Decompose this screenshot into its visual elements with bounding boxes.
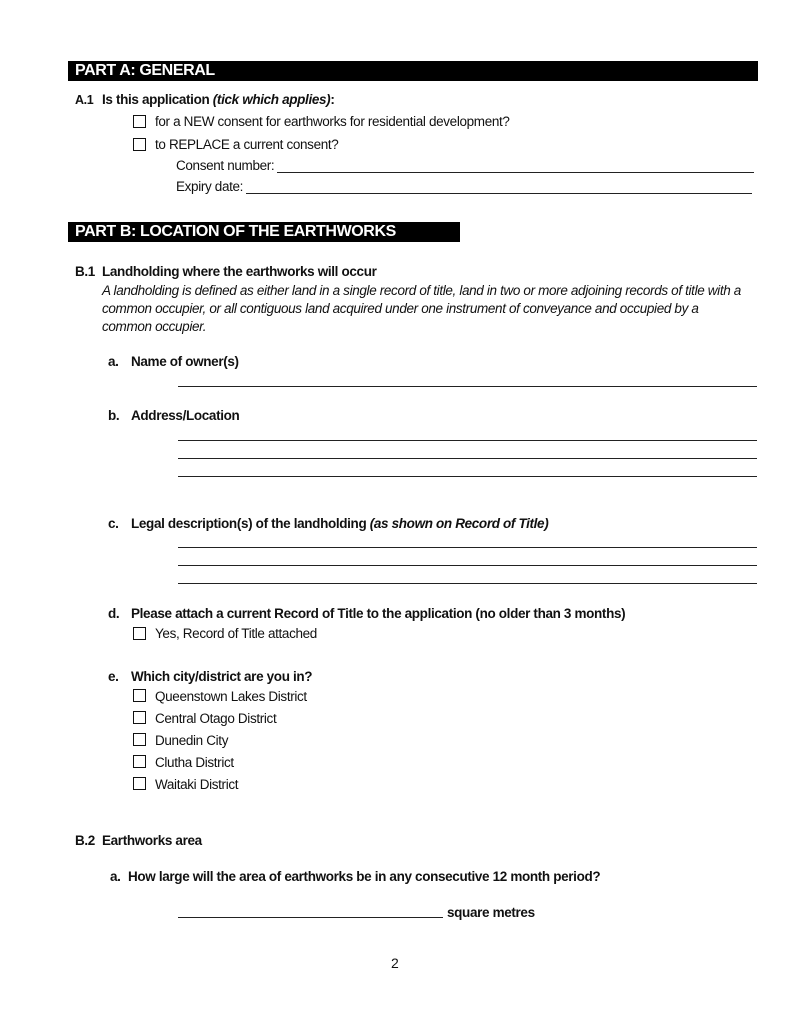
a1-number: A.1	[75, 93, 94, 107]
a1-colon: :	[330, 92, 335, 107]
b1a-letter: a.	[108, 354, 119, 369]
b2a-letter: a.	[110, 869, 121, 884]
earthworks-area-field[interactable]	[178, 917, 443, 918]
b1e-letter: e.	[108, 669, 119, 684]
district-checkbox-waitaki[interactable]	[133, 777, 146, 790]
b1-number: B.1	[75, 264, 95, 279]
part-a-heading: PART A: GENERAL	[68, 61, 758, 81]
record-of-title-checkbox[interactable]	[133, 627, 146, 640]
district-label: Which city/district are you in?	[131, 669, 313, 684]
owner-name-label: Name of owner(s)	[131, 354, 239, 369]
legal-description-text: Legal description(s) of the landholding	[131, 516, 370, 531]
legal-description-field-line2[interactable]	[178, 565, 757, 566]
district-checkbox-queenstown[interactable]	[133, 689, 146, 702]
consent-number-label: Consent number:	[176, 158, 275, 173]
legal-description-field-line3[interactable]	[178, 583, 757, 584]
legal-description-field-line1[interactable]	[178, 547, 757, 548]
b1-definition-line3: common occupier.	[102, 319, 207, 334]
new-consent-label: for a NEW consent for earthworks for residential development?	[155, 114, 510, 129]
consent-number-field[interactable]	[277, 172, 754, 173]
earthworks-area-question: How large will the area of earthworks be in any consecutive 12 month period?	[128, 869, 601, 884]
page-number: 2	[391, 955, 399, 971]
district-option-dunedin: Dunedin City	[155, 733, 229, 748]
address-field-line3[interactable]	[178, 476, 757, 477]
district-checkbox-dunedin[interactable]	[133, 733, 146, 746]
expiry-date-field[interactable]	[246, 193, 752, 194]
district-option-clutha: Clutha District	[155, 755, 234, 770]
b1-definition-line2: common occupier, or all contiguous land acquired under one instrument of conveyance and occupied by a	[102, 301, 699, 316]
b1c-letter: c.	[108, 516, 119, 531]
district-option-central-otago: Central Otago District	[155, 711, 277, 726]
b1d-letter: d.	[108, 606, 120, 621]
b2-number: B.2	[75, 833, 95, 848]
replace-consent-checkbox[interactable]	[133, 138, 146, 151]
a1-question-text: Is this application	[102, 92, 213, 107]
new-consent-checkbox[interactable]	[133, 115, 146, 128]
record-of-title-label: Please attach a current Record of Title to the application (no older than 3 months)	[131, 606, 626, 621]
a1-hint: (tick which applies)	[212, 92, 331, 107]
district-option-waitaki: Waitaki District	[155, 777, 239, 792]
b1-definition-line1: A landholding is defined as either land in a single record of title, land in two or more adjoining records of title with a	[102, 283, 741, 298]
b1-title: Landholding where the earthworks will occur	[102, 264, 377, 279]
district-checkbox-clutha[interactable]	[133, 755, 146, 768]
address-label: Address/Location	[131, 408, 240, 423]
part-b-heading: PART B: LOCATION OF THE EARTHWORKS ACTIVITY	[68, 222, 460, 242]
district-option-queenstown: Queenstown Lakes District	[155, 689, 307, 704]
legal-description-label	[131, 516, 548, 531]
address-field-line2[interactable]	[178, 458, 757, 459]
replace-consent-label: to REPLACE a current consent?	[155, 137, 339, 152]
b1b-letter: b.	[108, 408, 120, 423]
square-metres-unit: square metres	[447, 905, 535, 920]
a1-question	[102, 92, 334, 107]
b2-title: Earthworks area	[102, 833, 202, 848]
legal-description-hint: (as shown on Record of Title)	[369, 516, 549, 531]
expiry-date-label: Expiry date:	[176, 179, 244, 194]
record-of-title-option: Yes, Record of Title attached	[155, 626, 317, 641]
district-checkbox-central-otago[interactable]	[133, 711, 146, 724]
owner-name-field[interactable]	[178, 386, 757, 387]
address-field-line1[interactable]	[178, 440, 757, 441]
